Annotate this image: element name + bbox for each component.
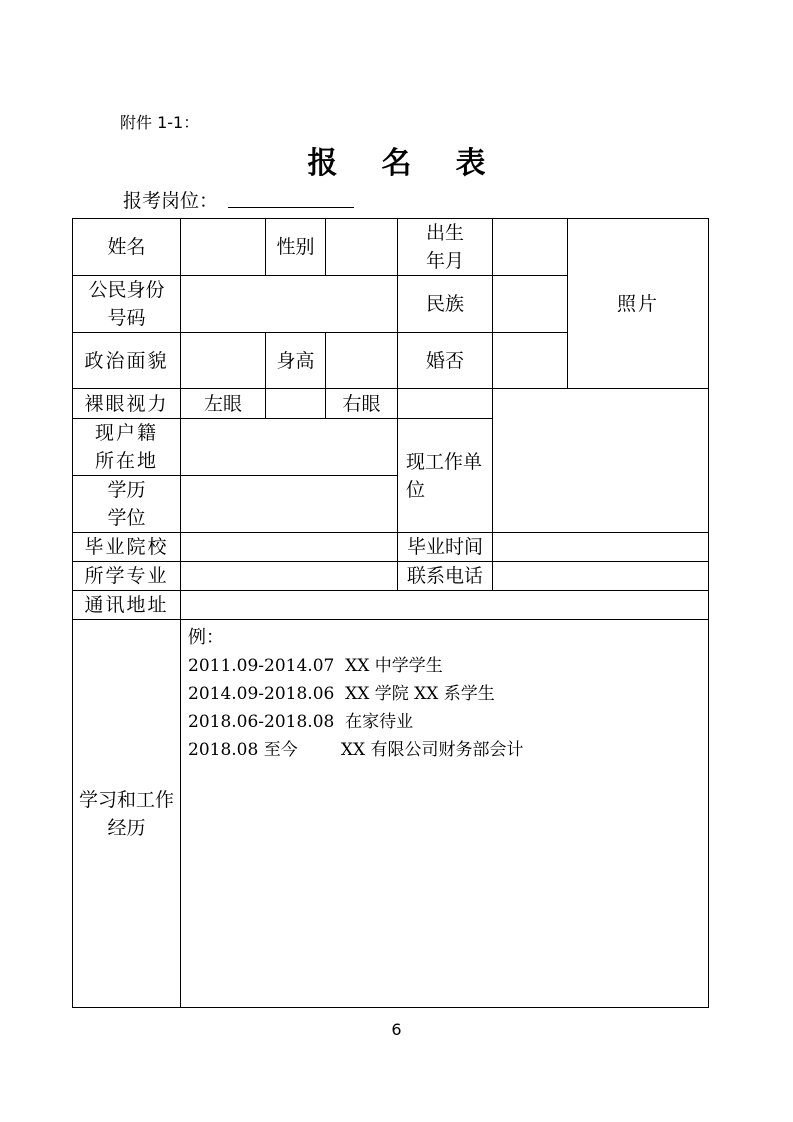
experience-label-line2: 经历 (107, 816, 146, 839)
photo-box[interactable] (568, 219, 709, 389)
school-label: 毕业院校 (73, 533, 181, 562)
birth-field[interactable] (493, 219, 568, 276)
education-label (73, 476, 181, 533)
experience-entry: 2014.09-2018.06 XX 学院 XX 系学生 (188, 684, 495, 704)
example-label: 例： (188, 627, 224, 648)
left-eye-field[interactable] (266, 389, 326, 419)
id-number-label-line1: 公民身份 (88, 279, 165, 301)
right-eye-label: 右眼 (326, 389, 398, 419)
politics-label: 政治面貌 (73, 333, 181, 389)
education-field[interactable] (181, 476, 398, 533)
workplace-label (398, 419, 493, 533)
birth-label (398, 219, 493, 276)
experience-entry: 2011.09-2014.07 XX 中学学生 (188, 656, 443, 676)
registration-form-table (72, 218, 709, 1008)
left-eye-label: 左眼 (181, 389, 266, 419)
gender-field[interactable] (326, 219, 398, 276)
vision-label: 裸眼视力 (73, 389, 181, 419)
grad-time-label: 毕业时间 (398, 533, 493, 562)
id-number-label-line2: 号码 (107, 307, 146, 329)
marital-field[interactable] (493, 333, 568, 389)
experience-label (73, 620, 181, 1008)
attachment-label: 附件 1-1： (120, 113, 200, 132)
workplace-label-line2: 位 (406, 478, 426, 501)
major-field[interactable] (181, 562, 398, 591)
form-title: 报名表 (307, 146, 530, 181)
phone-label: 联系电话 (398, 562, 493, 591)
workplace-label-line1: 现工作单 (406, 450, 483, 473)
height-field[interactable] (326, 333, 398, 389)
birth-label-line1: 出生 (425, 222, 464, 244)
right-eye-field[interactable] (398, 389, 493, 419)
experience-entry: 2018.06-2018.08 在家待业 (188, 712, 414, 732)
major-label: 所学专业 (73, 562, 181, 591)
page-number: 6 (391, 1020, 402, 1039)
experience-field[interactable] (181, 620, 709, 1008)
name-label: 姓名 (73, 219, 181, 276)
ethnicity-field[interactable] (493, 276, 568, 333)
experience-entry: 2018.08 至今 XX 有限公司财务部会计 (188, 740, 524, 760)
education-label-line2: 学位 (107, 507, 146, 529)
position-input-line[interactable] (228, 207, 354, 208)
experience-label-line1: 学习和工作 (78, 788, 174, 811)
height-label: 身高 (266, 333, 326, 389)
school-field[interactable] (181, 533, 398, 562)
phone-field[interactable] (493, 562, 709, 591)
ethnicity-label: 民族 (398, 276, 493, 333)
marital-label: 婚否 (398, 333, 493, 389)
workplace-field[interactable] (493, 389, 709, 533)
politics-field[interactable] (181, 333, 266, 389)
address-label: 通讯地址 (73, 591, 181, 620)
residence-label (73, 419, 181, 476)
education-label-line1: 学历 (107, 479, 146, 501)
residence-field[interactable] (181, 419, 398, 476)
birth-label-line2: 年月 (425, 250, 464, 272)
position-label: 报考岗位： (123, 190, 219, 212)
gender-label: 性别 (266, 219, 326, 276)
residence-label-line2: 所在地 (94, 450, 158, 472)
name-field[interactable] (181, 219, 266, 276)
photo-label: 照片 (616, 292, 659, 315)
grad-time-field[interactable] (493, 533, 709, 562)
id-number-field[interactable] (181, 276, 398, 333)
address-field[interactable] (181, 591, 709, 620)
residence-label-line1: 现户籍 (94, 422, 158, 444)
id-number-label (73, 276, 181, 333)
